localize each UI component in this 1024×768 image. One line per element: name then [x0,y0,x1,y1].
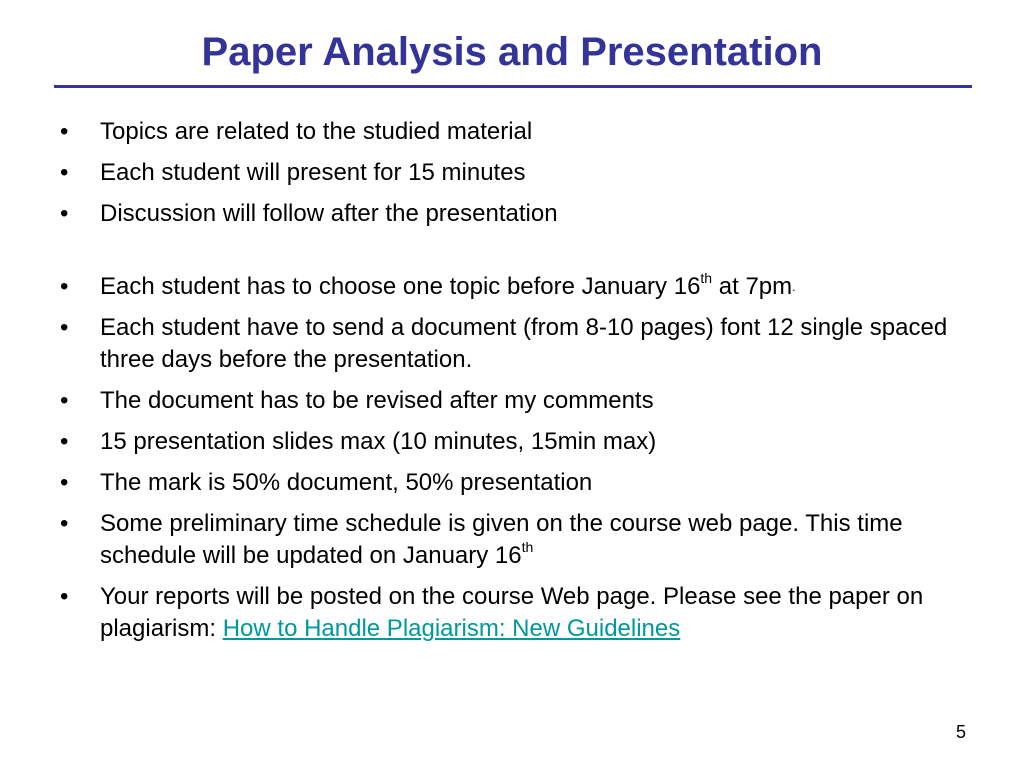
list-item [60,385,970,417]
bullet-text: Topics are related to the studied material [100,118,533,145]
schedule-text: Some preliminary time schedule is given on the course web page. This time schedule will be updated on January 16 [100,510,903,569]
bullet-text [100,583,923,642]
list-item [60,312,970,376]
bullet-icon: • [60,387,69,414]
reports-text: Your reports will be posted on the course Web page. Please see the paper on plagiarism: [100,583,924,642]
ordinal-superscript: th [700,270,713,286]
bullet-icon: • [60,314,69,341]
bullet-text: Each student have to send a document (from 8-10 pages) font 12 single spaced three days before the presentation. [100,314,948,373]
bullet-list [60,116,970,654]
bullet-text: Discussion will follow after the presentation [100,200,558,227]
bullet-text: Each student will present for 15 minutes [100,159,526,186]
bullet-text: The document has to be revised after my comments [100,387,654,414]
bullet-icon: • [60,273,69,300]
plagiarism-guidelines-link[interactable]: How to Handle Plagiarism: New Guidelines [222,615,681,642]
bullet-icon: • [60,583,69,610]
list-item [60,581,970,645]
trailing-period: . [792,280,796,294]
ordinal-superscript: th [521,539,534,555]
bullet-icon: • [60,469,69,496]
bullet-icon: • [60,118,69,145]
title-underline-rule [54,85,972,88]
deadline-text: Each student has to choose one topic before January 16 [100,273,701,300]
list-item [60,467,970,499]
list-item [60,157,970,189]
slide-number: 5 [955,722,966,742]
list-item [60,116,970,148]
list-item [60,426,970,458]
deadline-time-text: at 7pm [712,273,793,300]
slide-title: Paper Analysis and Presentation [201,30,823,74]
bullet-text [100,510,903,569]
bullet-icon: • [60,510,69,537]
bullet-icon: • [60,159,69,186]
list-item [60,271,970,303]
bullet-icon: • [60,200,69,227]
bullet-text: 15 presentation slides max (10 minutes, 15min max) [100,428,657,455]
bullet-text: The mark is 50% document, 50% presentation [100,469,593,496]
bullet-icon: • [60,428,69,455]
bullet-text [100,270,796,300]
list-item [60,508,970,572]
list-item [60,198,970,230]
